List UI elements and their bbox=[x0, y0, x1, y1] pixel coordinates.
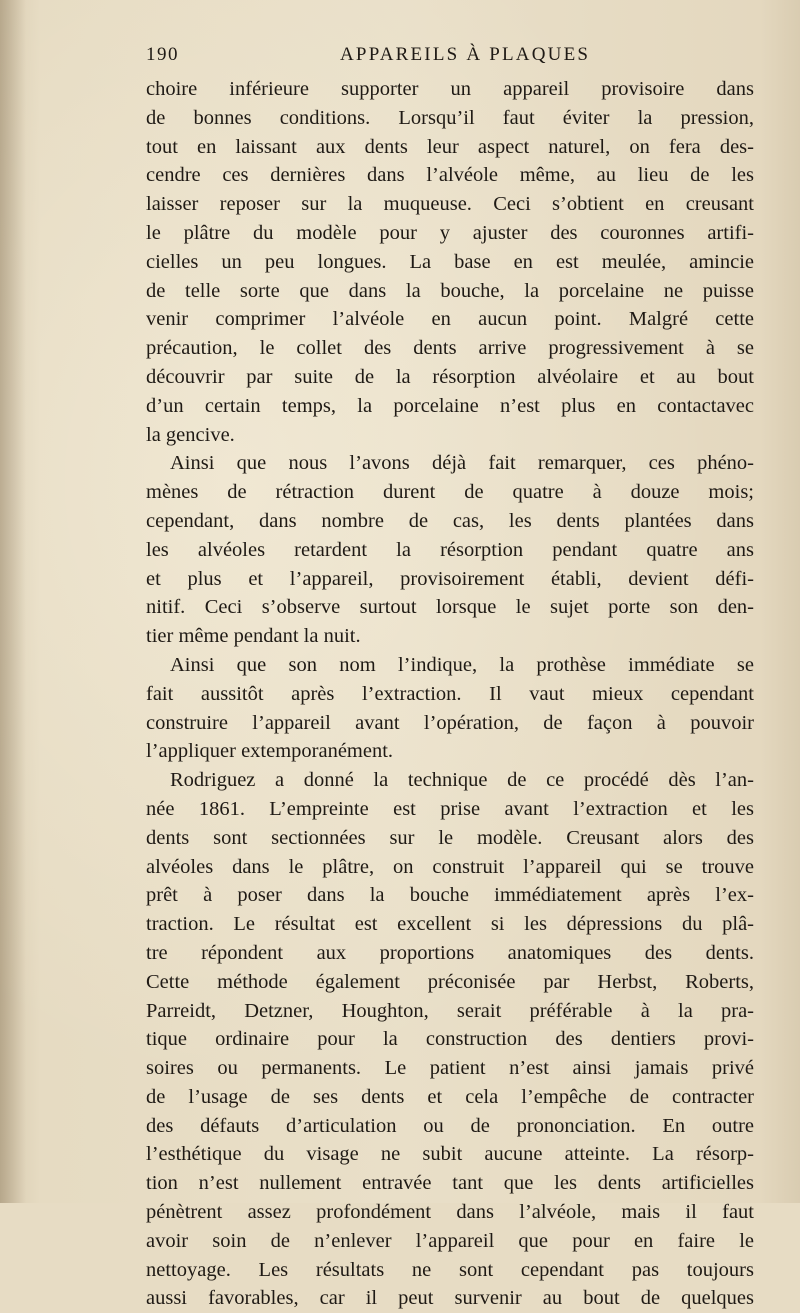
text-line: laisser reposer sur la muqueuse. Ceci s’obtient en creusant bbox=[146, 193, 754, 216]
text-line: nitif. Ceci s’observe surtout lorsque le sujet porte son den- bbox=[146, 596, 754, 619]
text-line: soires ou permanents. Le patient n’est ainsi jamais privé bbox=[146, 1057, 754, 1080]
text-line: tre répondent aux proportions anatomiques des dents. bbox=[146, 941, 754, 964]
text-line: l’esthétique du visage ne subit aucune atteinte. La résorp- bbox=[146, 1143, 754, 1166]
text-line: Parreidt, Detzner, Houghton, serait préférable à la pra- bbox=[146, 999, 754, 1022]
text-line: fait aussitôt après l’extraction. Il vaut mieux cependant bbox=[146, 682, 754, 705]
binding-shadow bbox=[0, 0, 26, 1203]
text-line: d’un certain temps, la porcelaine n’est plus en contactavec bbox=[146, 394, 754, 417]
text-line: le plâtre du modèle pour y ajuster des couronnes artifi- bbox=[146, 221, 754, 244]
text-line: cependant, dans nombre de cas, les dents plantées dans bbox=[146, 509, 754, 532]
paragraph-end-line: la gencive. bbox=[146, 423, 235, 446]
text-line: prêt à poser dans la bouche immédiatement après l’ex- bbox=[146, 884, 754, 907]
paragraph-end-line: tier même pendant la nuit. bbox=[146, 625, 361, 648]
text-line: dents sont sectionnées sur le modèle. Creusant alors des bbox=[146, 826, 754, 849]
text-line: traction. Le résultat est excellent si les dépressions du plâ- bbox=[146, 913, 754, 936]
text-line: Ainsi que son nom l’indique, la prothèse immédiate se bbox=[170, 653, 754, 676]
text-line: pénètrent assez profondément dans l’alvéole, mais il faut bbox=[146, 1201, 754, 1224]
text-line: choire inférieure supporter un appareil provisoire dans bbox=[146, 78, 754, 100]
body-text bbox=[146, 75, 754, 1313]
running-title: APPAREILS À PLAQUES bbox=[340, 44, 591, 65]
text-line: de l’usage de ses dents et cela l’empêche de contracter bbox=[146, 1085, 754, 1108]
text-line: tique ordinaire pour la construction des dentiers provi- bbox=[146, 1028, 754, 1051]
page-number: 190 bbox=[146, 44, 179, 65]
text-line: venir comprimer l’alvéole en aucun point. Malgré cette bbox=[146, 308, 754, 331]
text-line: avoir soin de n’enlever l’appareil que pour en faire le bbox=[146, 1229, 754, 1252]
text-line: de bonnes conditions. Lorsqu’il faut éviter la pression, bbox=[146, 106, 754, 129]
paragraph-end-line: l’appliquer extemporanément. bbox=[146, 740, 394, 763]
text-line: tout en laissant aux dents leur aspect naturel, on fera des- bbox=[146, 135, 754, 158]
text-line: construire l’appareil avant l’opération, de façon à pouvoir bbox=[146, 711, 754, 734]
text-line: précaution, le collet des dents arrive progressivement à se bbox=[146, 337, 754, 360]
text-line: les alvéoles retardent la résorption pendant quatre ans bbox=[146, 538, 754, 561]
text-line: découvrir par suite de la résorption alvéolaire et au bout bbox=[146, 365, 754, 388]
text-line: Rodriguez a donné la technique de ce procédé dès l’an- bbox=[170, 769, 754, 792]
text-line: mènes de rétraction durent de quatre à douze mois; bbox=[146, 481, 754, 504]
text-line: Cette méthode également préconisée par Herbst, Roberts, bbox=[146, 970, 754, 993]
text-line: cielles un peu longues. La base en est meulée, amincie bbox=[146, 250, 754, 273]
text-line: de telle sorte que dans la bouche, la porcelaine ne puisse bbox=[146, 279, 754, 302]
text-line: des défauts d’articulation ou de prononciation. En outre bbox=[146, 1114, 754, 1137]
text-line: cendre ces dernières dans l’alvéole même, au lieu de les bbox=[146, 164, 754, 187]
text-line: aussi favorables, car il peut survenir au bout de quelques bbox=[146, 1287, 754, 1310]
text-line: tion n’est nullement entravée tant que les dents artificielles bbox=[146, 1172, 754, 1195]
text-line: et plus et l’appareil, provisoirement établi, devient défi- bbox=[146, 567, 754, 590]
text-line: nettoyage. Les résultats ne sont cependant pas toujours bbox=[146, 1258, 754, 1281]
running-head bbox=[146, 44, 754, 72]
text-line: née 1861. L’empreinte est prise avant l’extraction et les bbox=[146, 797, 754, 820]
text-line: Ainsi que nous l’avons déjà fait remarquer, ces phéno- bbox=[170, 452, 754, 475]
text-line: alvéoles dans le plâtre, on construit l’appareil qui se trouve bbox=[146, 855, 754, 878]
